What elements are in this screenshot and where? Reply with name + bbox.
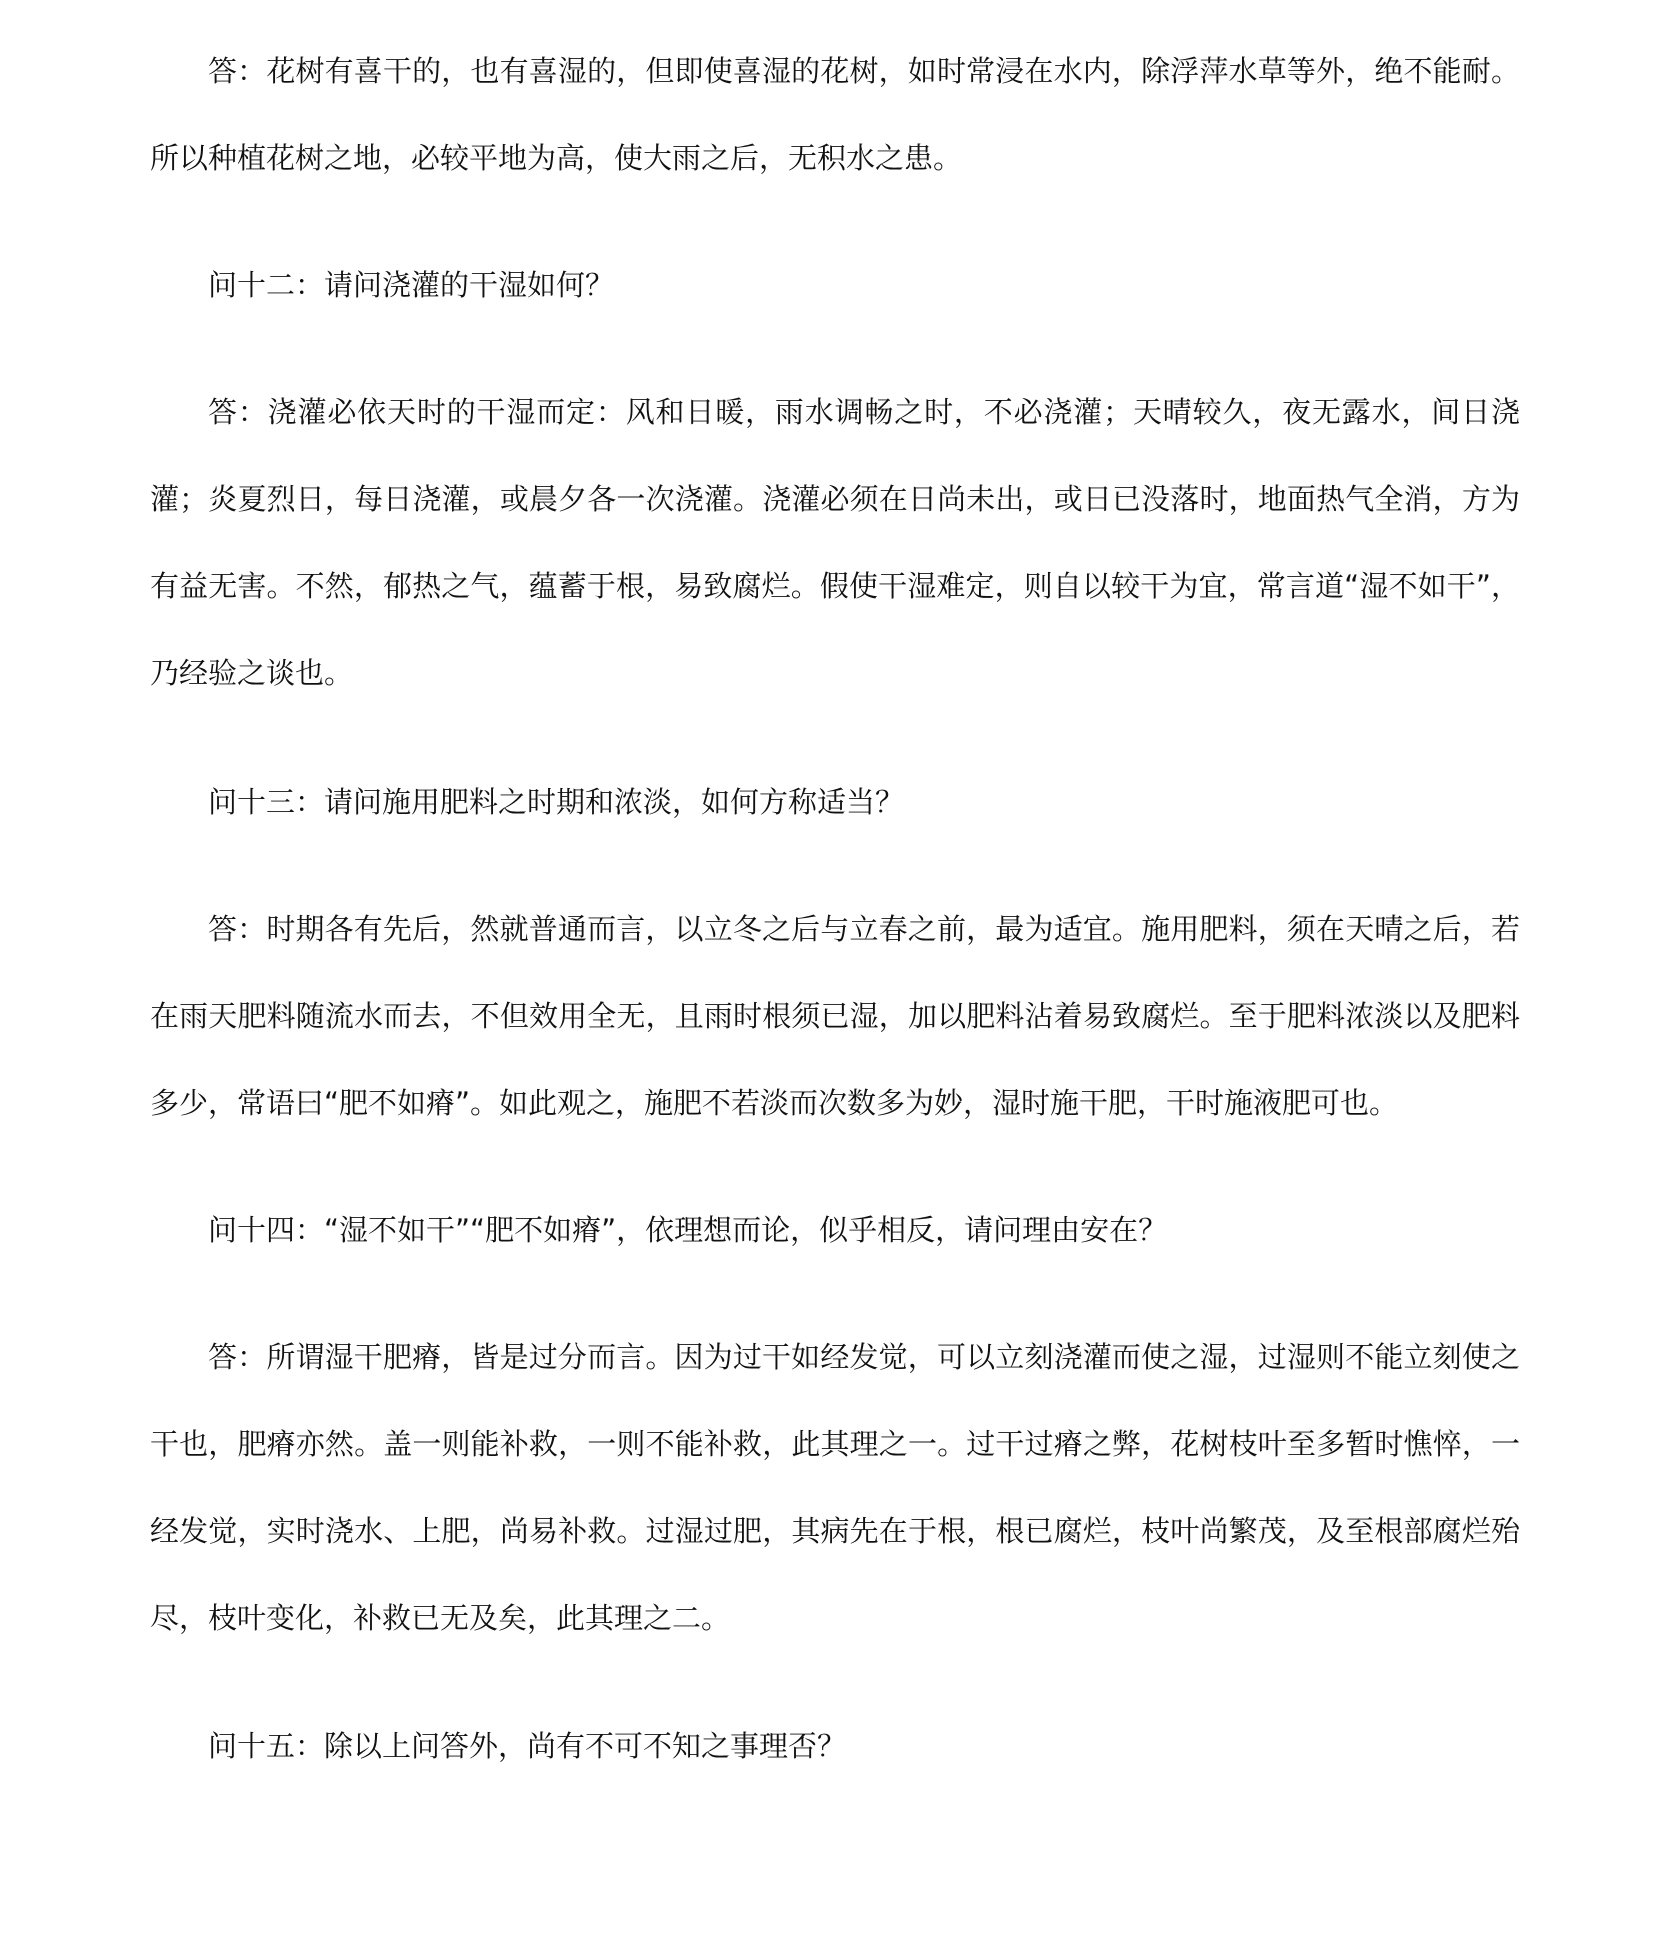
question-13-paragraph: 问十三：请问施用肥料之时期和浓淡，如何方称适当？ — [208, 785, 905, 819]
question-14-paragraph: 问十四：“湿不如干”“肥不如瘠”，依理想而论，似乎相反，请问理由安在？ — [208, 1213, 1168, 1247]
question-15-paragraph: 问十五：除以上问答外，尚有不可不知之事理否？ — [208, 1729, 847, 1763]
question-12-paragraph: 问十二：请问浇灌的干湿如何？ — [208, 268, 615, 302]
answer-11-paragraph: 答：花树有喜干的，也有喜湿的，但即使喜湿的花树，如时常浸在水内，除浮萍水草等外，绝不能耐。所以种植花树之地，必较平地为高，使大雨之后，无积水之患。 — [150, 54, 1520, 175]
answer-14-paragraph: 答：所谓湿干肥瘠，皆是过分而言。因为过干如经发觉，可以立刻浇灌而使之湿，过湿则不能立刻使之干也，肥瘠亦然。盖一则能补救，一则不能补救，此其理之一。过干过瘠之弊，花树枝叶至多暂时憔悴，一经发觉，实时浇水、上肥，尚易补救。过湿过肥，其病先在于根，根已腐烂，枝叶尚繁茂，及至根部腐烂殆尽，枝叶变化，补救已无及矣，此其理之二。 — [150, 1340, 1520, 1635]
answer-12-paragraph: 答：浇灌必依天时的干湿而定：风和日暖，雨水调畅之时，不必浇灌；天晴较久，夜无露水，间日浇灌；炎夏烈日，每日浇灌，或晨夕各一次浇灌。浇灌必须在日尚未出，或日已没落时，地面热气全消，方为有益无害。不然，郁热之气，蕴蓄于根，易致腐烂。假使干湿难定，则自以较干为宜，常言道“湿不如干”，乃经验之谈也。 — [150, 395, 1520, 690]
answer-13-paragraph: 答：时期各有先后，然就普通而言，以立冬之后与立春之前，最为适宜。施用肥料，须在天晴之后，若在雨天肥料随流水而去，不但效用全无，且雨时根须已湿，加以肥料沾着易致腐烂。至于肥料浓淡以及肥料多少，常语曰“肥不如瘠”。如此观之，施肥不若淡而次数多为妙，湿时施干肥，干时施液肥可也。 — [150, 912, 1520, 1120]
